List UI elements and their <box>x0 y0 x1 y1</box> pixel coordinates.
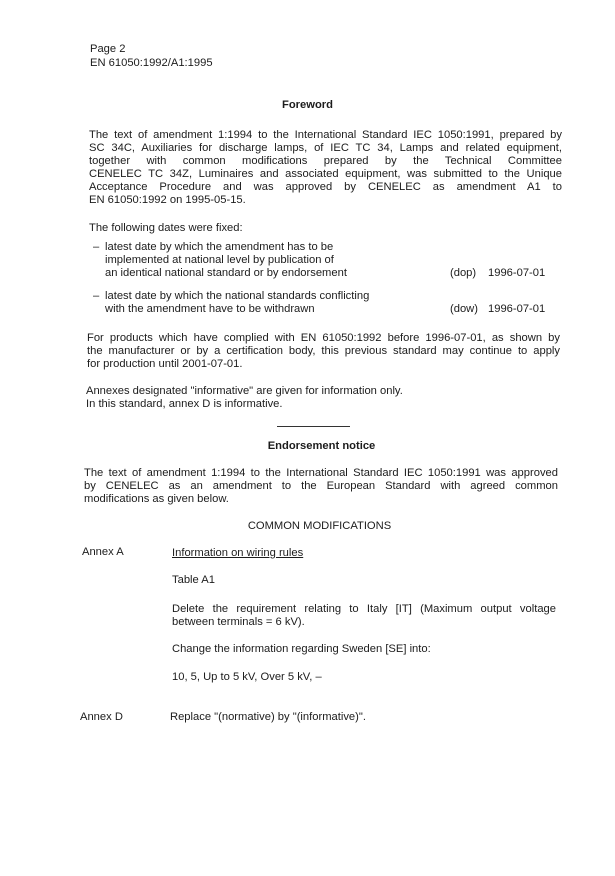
text-line: latest date by which the amendment has to be <box>105 241 334 253</box>
annex-a-label: Annex A <box>82 546 124 558</box>
list-item <box>93 290 553 320</box>
text-line: by CENELEC as an amendment to the European Standard with agreed common <box>84 480 558 492</box>
endorsement-paragraph <box>84 467 558 506</box>
list-item <box>93 241 553 287</box>
text-line: The text of amendment 1:1994 to the International Standard IEC 1050:1991 was approved <box>84 467 558 479</box>
text-line: CENELEC TC 34Z, Luminaires and associated equipment, was submitted to the Unique <box>89 168 562 180</box>
document-id: EN 61050:1992/A1:1995 <box>90 57 213 69</box>
text-line: implemented at national level by publication of <box>105 254 334 266</box>
annex-d-instruction: Replace "(normative) by "(informative)". <box>170 711 366 723</box>
page-header <box>90 42 213 70</box>
change-instruction: Change the information regarding Sweden [SE] into: <box>172 643 431 655</box>
foreword-title: Foreword <box>282 99 333 111</box>
annex-note <box>86 385 403 411</box>
text-line: For products which have complied with EN 61050:1992 before 1996-07-01, as shown by <box>87 332 560 344</box>
transition-paragraph <box>87 332 560 371</box>
list-dash: – <box>93 241 100 253</box>
text-line: In this standard, annex D is informative. <box>86 398 283 410</box>
dates-intro: The following dates were fixed: <box>89 222 243 234</box>
text-line: for production until 2001-07-01. <box>87 358 243 370</box>
text-line: together with common modifications prepared by the Technical Committee <box>89 155 562 167</box>
text-line: Annexes designated "informative" are given for information only. <box>86 385 403 397</box>
text-line: an identical national standard or by endorsement <box>105 267 347 279</box>
date-value: 1996-07-01 <box>488 303 546 315</box>
date-value: 1996-07-01 <box>488 267 546 279</box>
foreword-paragraph <box>89 129 562 207</box>
annex-a-heading: Information on wiring rules <box>172 547 304 559</box>
text-line: modifications as given below. <box>84 493 229 505</box>
sweden-values: 10, 5, Up to 5 kV, Over 5 kV, – <box>172 671 322 683</box>
modifications-title: COMMON MODIFICATIONS <box>247 520 392 532</box>
text-line: SC 34C, Auxiliaries for discharge lamps, of IEC TC 34, Lamps and related equipment, <box>89 142 562 154</box>
text-line: latest date by which the national standards conflicting <box>105 290 370 302</box>
text-line: EN 61050:1992 on 1995-05-15. <box>89 194 246 206</box>
delete-instruction <box>172 603 556 629</box>
table-reference: Table A1 <box>172 574 215 586</box>
date-code: (dop) <box>450 267 477 279</box>
text-line: between terminals = 6 kV). <box>172 616 305 628</box>
annex-d-label: Annex D <box>80 711 123 723</box>
dates-list <box>93 241 553 320</box>
endorsement-title: Endorsement notice <box>267 440 376 452</box>
section-divider <box>277 426 350 427</box>
date-code: (dow) <box>450 303 478 315</box>
page-number: Page 2 <box>90 43 126 55</box>
text-line: the manufacturer or by a certification body, this previous standard may continue to apply <box>87 345 560 357</box>
list-dash: – <box>93 290 100 302</box>
text-line: Delete the requirement relating to Italy [IT] (Maximum output voltage <box>172 603 556 615</box>
text-line: with the amendment have to be withdrawn <box>105 303 315 315</box>
text-line: The text of amendment 1:1994 to the International Standard IEC 1050:1991, prepared by <box>89 129 562 141</box>
text-line: Acceptance Procedure and was approved by CENELEC as amendment A1 to <box>89 181 562 193</box>
